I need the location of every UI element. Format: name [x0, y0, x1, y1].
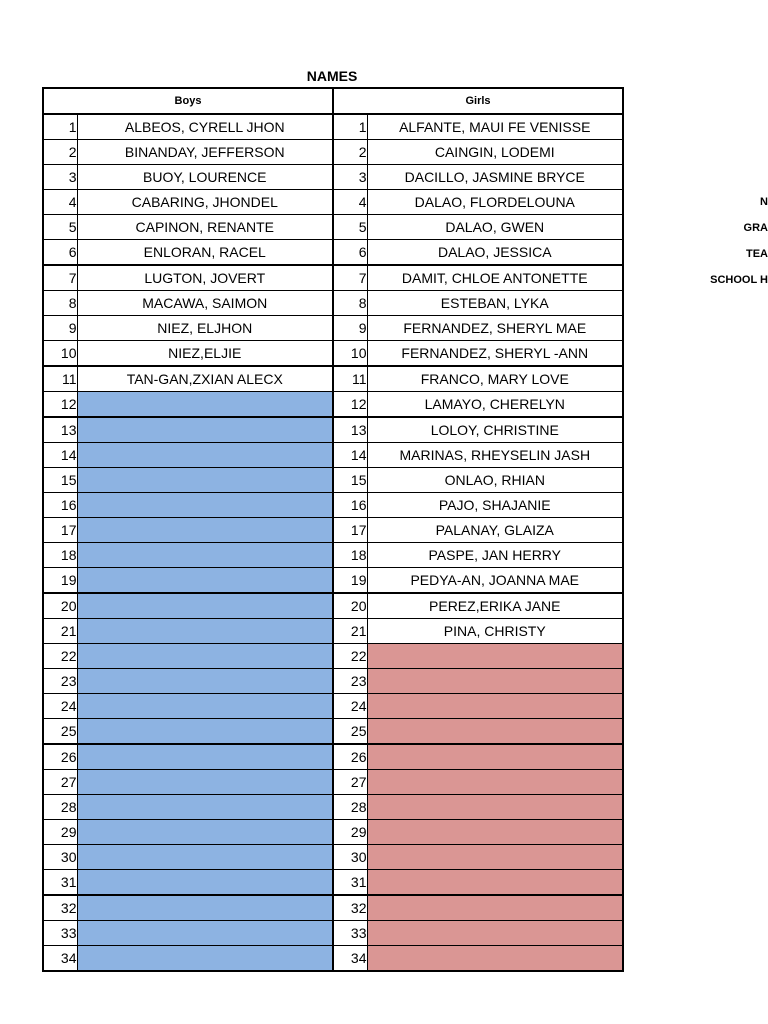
- girl-row-number: 11: [333, 366, 367, 392]
- girl-row-number: 22: [333, 644, 367, 669]
- girl-row-number: 16: [333, 493, 367, 518]
- boy-name-cell: [77, 921, 333, 946]
- boy-row-number: 31: [43, 870, 77, 896]
- boy-row-number: 19: [43, 568, 77, 594]
- table-row: [43, 518, 623, 543]
- boy-name-cell: TAN-GAN,ZXIAN ALECX: [77, 366, 333, 392]
- girl-name-cell: DALAO, FLORDELOUNA: [367, 190, 623, 215]
- girl-row-number: 5: [333, 215, 367, 240]
- table-row: [43, 719, 623, 745]
- girl-row-number: 34: [333, 946, 367, 972]
- girl-name-cell: MARINAS, RHEYSELIN JASH: [367, 443, 623, 468]
- girl-row-number: 4: [333, 190, 367, 215]
- girl-name-cell: ALFANTE, MAUI FE VENISSE: [367, 114, 623, 140]
- boy-row-number: 4: [43, 190, 77, 215]
- table-row: [43, 291, 623, 316]
- boy-row-number: 24: [43, 694, 77, 719]
- table-row: [43, 593, 623, 619]
- boy-row-number: 32: [43, 895, 77, 921]
- side-label-grade: GRA: [743, 222, 768, 234]
- boy-row-number: 14: [43, 443, 77, 468]
- boy-name-cell: [77, 392, 333, 418]
- table-row: [43, 240, 623, 266]
- table-row: [43, 265, 623, 291]
- girl-row-number: 6: [333, 240, 367, 266]
- boy-name-cell: MACAWA, SAIMON: [77, 291, 333, 316]
- girl-name-cell: DAMIT, CHLOE ANTONETTE: [367, 265, 623, 291]
- boy-row-number: 22: [43, 644, 77, 669]
- girl-row-number: 15: [333, 468, 367, 493]
- girl-name-cell: [367, 744, 623, 770]
- boy-row-number: 26: [43, 744, 77, 770]
- girl-name-cell: [367, 921, 623, 946]
- boy-name-cell: BINANDAY, JEFFERSON: [77, 140, 333, 165]
- boy-row-number: 10: [43, 341, 77, 367]
- boy-name-cell: [77, 443, 333, 468]
- table-row: [43, 114, 623, 140]
- girl-name-cell: PASPE, JAN HERRY: [367, 543, 623, 568]
- girl-name-cell: PEDYA-AN, JOANNA MAE: [367, 568, 623, 594]
- boy-name-cell: [77, 619, 333, 644]
- boy-row-number: 33: [43, 921, 77, 946]
- table-row: [43, 744, 623, 770]
- girl-row-number: 1: [333, 114, 367, 140]
- boy-name-cell: [77, 493, 333, 518]
- boy-name-cell: [77, 694, 333, 719]
- girl-row-number: 18: [333, 543, 367, 568]
- girl-row-number: 32: [333, 895, 367, 921]
- table-row: [43, 443, 623, 468]
- table-row: [43, 543, 623, 568]
- girl-name-cell: [367, 719, 623, 745]
- boy-name-cell: [77, 744, 333, 770]
- boy-row-number: 25: [43, 719, 77, 745]
- boy-row-number: 13: [43, 417, 77, 443]
- boy-name-cell: BUOY, LOURENCE: [77, 165, 333, 190]
- boy-row-number: 18: [43, 543, 77, 568]
- girl-name-cell: DALAO, JESSICA: [367, 240, 623, 266]
- girl-row-number: 33: [333, 921, 367, 946]
- girl-name-cell: LOLOY, CHRISTINE: [367, 417, 623, 443]
- table-row: [43, 644, 623, 669]
- girl-row-number: 30: [333, 845, 367, 870]
- table-row: [43, 165, 623, 190]
- boy-name-cell: [77, 845, 333, 870]
- side-label-teacher: TEA: [746, 248, 768, 260]
- boy-name-cell: [77, 518, 333, 543]
- girl-row-number: 20: [333, 593, 367, 619]
- boy-row-number: 11: [43, 366, 77, 392]
- girl-name-cell: [367, 770, 623, 795]
- girl-name-cell: [367, 820, 623, 845]
- girl-row-number: 12: [333, 392, 367, 418]
- table-row: [43, 669, 623, 694]
- boy-row-number: 21: [43, 619, 77, 644]
- boy-row-number: 28: [43, 795, 77, 820]
- boy-name-cell: CAPINON, RENANTE: [77, 215, 333, 240]
- boy-row-number: 20: [43, 593, 77, 619]
- table-row: [43, 694, 623, 719]
- table-row: [43, 619, 623, 644]
- girl-row-number: 9: [333, 316, 367, 341]
- girl-name-cell: PAJO, SHAJANIE: [367, 493, 623, 518]
- girl-row-number: 31: [333, 870, 367, 896]
- girl-name-cell: [367, 669, 623, 694]
- table-row: [43, 870, 623, 896]
- boy-row-number: 16: [43, 493, 77, 518]
- table-body: [43, 114, 623, 971]
- boy-row-number: 12: [43, 392, 77, 418]
- boy-name-cell: ALBEOS, CYRELL JHON: [77, 114, 333, 140]
- girl-name-cell: FRANCO, MARY LOVE: [367, 366, 623, 392]
- boy-name-cell: [77, 946, 333, 972]
- girl-name-cell: [367, 845, 623, 870]
- sheet-title: NAMES: [306, 68, 358, 84]
- table-row: [43, 493, 623, 518]
- table-row: [43, 845, 623, 870]
- boy-name-cell: ENLORAN, RACEL: [77, 240, 333, 266]
- table-row: [43, 795, 623, 820]
- table-row: [43, 215, 623, 240]
- boy-name-cell: LUGTON, JOVERT: [77, 265, 333, 291]
- names-table: [42, 87, 624, 972]
- girl-row-number: 3: [333, 165, 367, 190]
- side-label-school-head: SCHOOL H: [710, 274, 768, 286]
- girl-name-cell: CAINGIN, LODEMI: [367, 140, 623, 165]
- boy-row-number: 9: [43, 316, 77, 341]
- girls-header: Girls: [333, 88, 623, 114]
- boy-name-cell: [77, 644, 333, 669]
- boy-name-cell: [77, 795, 333, 820]
- girl-row-number: 26: [333, 744, 367, 770]
- girl-name-cell: FERNANDEZ, SHERYL MAE: [367, 316, 623, 341]
- boy-name-cell: NIEZ,ELJIE: [77, 341, 333, 367]
- girl-name-cell: LAMAYO, CHERELYN: [367, 392, 623, 418]
- table-row: [43, 140, 623, 165]
- girl-name-cell: [367, 795, 623, 820]
- boy-row-number: 6: [43, 240, 77, 266]
- girl-row-number: 27: [333, 770, 367, 795]
- boy-name-cell: [77, 417, 333, 443]
- table-row: [43, 468, 623, 493]
- girl-name-cell: PEREZ,ERIKA JANE: [367, 593, 623, 619]
- girl-name-cell: ESTEBAN, LYKA: [367, 291, 623, 316]
- boy-row-number: 8: [43, 291, 77, 316]
- boy-row-number: 15: [43, 468, 77, 493]
- boy-row-number: 7: [43, 265, 77, 291]
- girl-row-number: 7: [333, 265, 367, 291]
- boy-name-cell: [77, 543, 333, 568]
- boy-name-cell: [77, 593, 333, 619]
- table-row: [43, 190, 623, 215]
- girl-row-number: 2: [333, 140, 367, 165]
- boy-row-number: 3: [43, 165, 77, 190]
- girl-row-number: 24: [333, 694, 367, 719]
- girl-row-number: 17: [333, 518, 367, 543]
- table-row: [43, 341, 623, 367]
- boys-header: Boys: [43, 88, 333, 114]
- table-row: [43, 770, 623, 795]
- girl-name-cell: DALAO, GWEN: [367, 215, 623, 240]
- girl-name-cell: DACILLO, JASMINE BRYCE: [367, 165, 623, 190]
- boy-row-number: 23: [43, 669, 77, 694]
- table-row: [43, 946, 623, 972]
- girl-row-number: 23: [333, 669, 367, 694]
- table-row: [43, 820, 623, 845]
- girl-name-cell: [367, 946, 623, 972]
- boy-row-number: 5: [43, 215, 77, 240]
- girl-row-number: 25: [333, 719, 367, 745]
- boy-name-cell: [77, 870, 333, 896]
- boy-row-number: 34: [43, 946, 77, 972]
- header-row: [43, 88, 623, 114]
- table-row: [43, 568, 623, 594]
- girl-row-number: 10: [333, 341, 367, 367]
- side-label-name: N: [760, 196, 768, 208]
- girl-name-cell: PALANAY, GLAIZA: [367, 518, 623, 543]
- girl-name-cell: [367, 870, 623, 896]
- table-row: [43, 921, 623, 946]
- boy-name-cell: [77, 719, 333, 745]
- boy-row-number: 27: [43, 770, 77, 795]
- girl-row-number: 21: [333, 619, 367, 644]
- girl-name-cell: [367, 895, 623, 921]
- boy-name-cell: [77, 468, 333, 493]
- table-row: [43, 417, 623, 443]
- boy-row-number: 2: [43, 140, 77, 165]
- boy-name-cell: [77, 820, 333, 845]
- girl-name-cell: ONLAO, RHIAN: [367, 468, 623, 493]
- boy-row-number: 29: [43, 820, 77, 845]
- boy-name-cell: [77, 669, 333, 694]
- boy-name-cell: NIEZ, ELJHON: [77, 316, 333, 341]
- table-row: [43, 392, 623, 418]
- boy-row-number: 17: [43, 518, 77, 543]
- table-row: [43, 316, 623, 341]
- boy-row-number: 1: [43, 114, 77, 140]
- table-row: [43, 366, 623, 392]
- table-row: [43, 895, 623, 921]
- boy-name-cell: [77, 568, 333, 594]
- girl-name-cell: [367, 694, 623, 719]
- girl-row-number: 29: [333, 820, 367, 845]
- girl-name-cell: [367, 644, 623, 669]
- girl-name-cell: PINA, CHRISTY: [367, 619, 623, 644]
- girl-row-number: 8: [333, 291, 367, 316]
- girl-row-number: 19: [333, 568, 367, 594]
- boy-name-cell: CABARING, JHONDEL: [77, 190, 333, 215]
- boy-row-number: 30: [43, 845, 77, 870]
- girl-row-number: 28: [333, 795, 367, 820]
- girl-row-number: 14: [333, 443, 367, 468]
- boy-name-cell: [77, 895, 333, 921]
- boy-name-cell: [77, 770, 333, 795]
- girl-name-cell: FERNANDEZ, SHERYL -ANN: [367, 341, 623, 367]
- girl-row-number: 13: [333, 417, 367, 443]
